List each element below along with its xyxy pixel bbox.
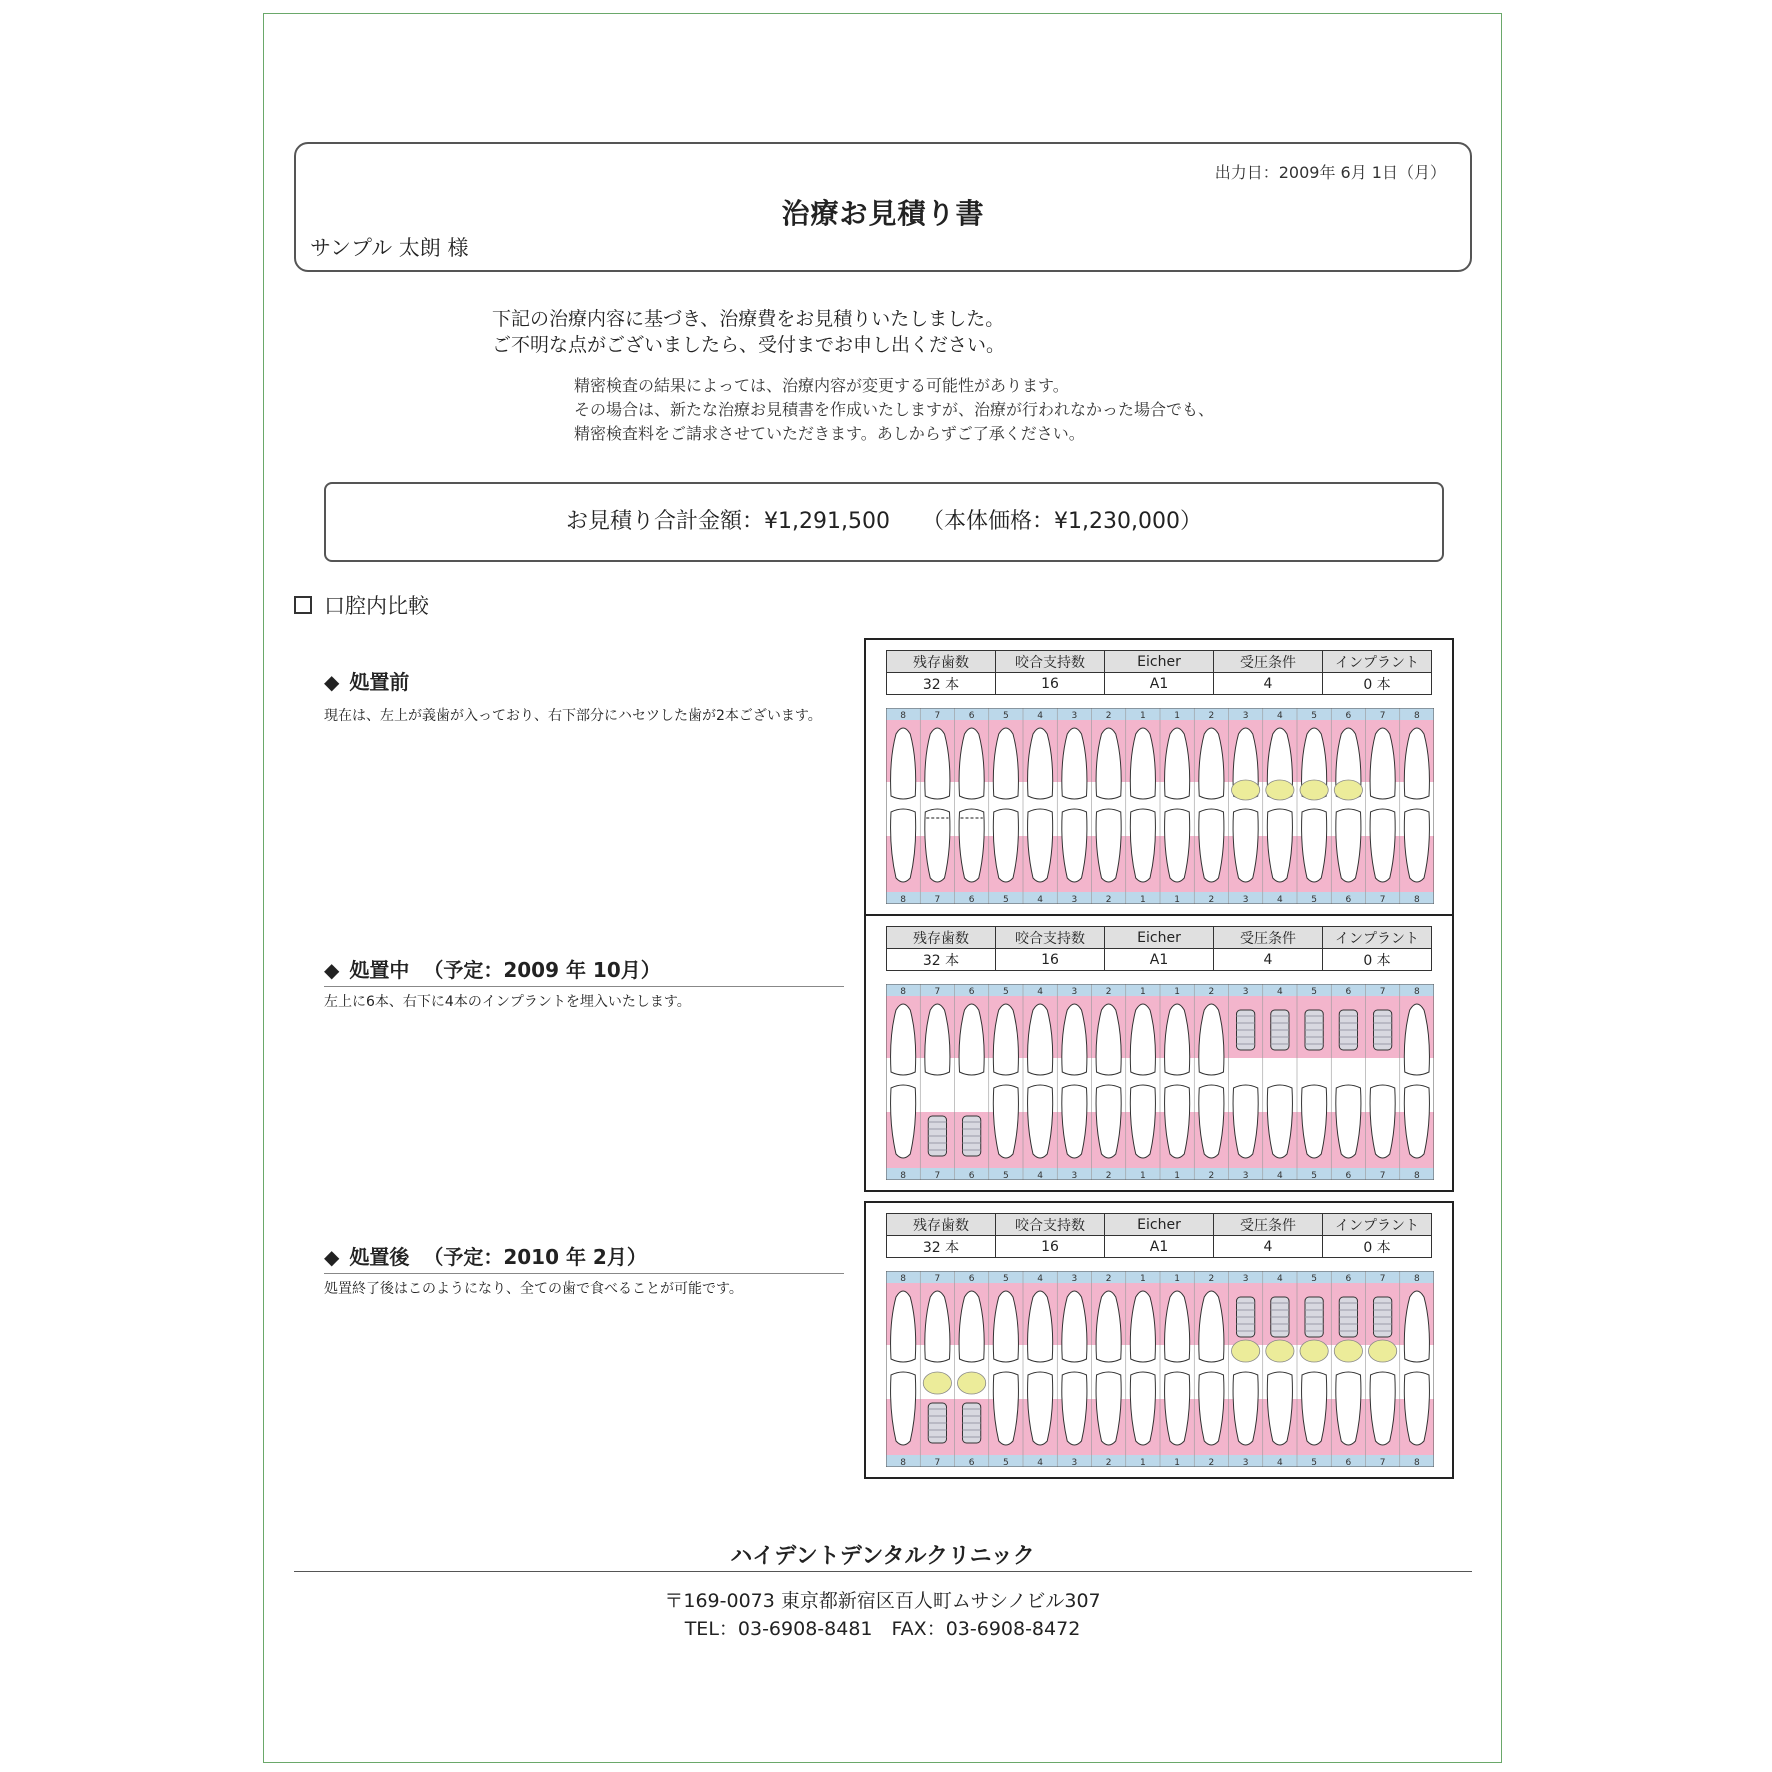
stats-value: A1 [1105,673,1214,695]
diamond-icon: ◆ [324,1245,340,1269]
tooth-number: 2 [1105,1171,1112,1180]
lower-tooth [1199,809,1224,882]
tooth-number: 1 [1174,987,1180,997]
lower-tooth [1130,1372,1155,1445]
dental-chart [864,638,1454,916]
tooth-number: 2 [1208,1274,1215,1284]
upper-tooth [891,1004,916,1075]
crown-prosthesis [1369,1340,1397,1362]
dental-chart [864,914,1454,1192]
tooth-number: 5 [1311,1274,1317,1284]
tooth-number: 7 [934,987,941,997]
stats-value: 32 本 [887,949,996,971]
divider [324,986,844,987]
stats-header: 残存歯数 [887,1214,996,1236]
tooth-number: 1 [1140,1274,1146,1284]
upper-tooth [891,728,916,799]
tooth-number: 7 [1379,895,1386,904]
lower-tooth [1199,1085,1224,1158]
stage-label [324,666,409,695]
stats-value: 0 本 [1323,1236,1432,1258]
upper-tooth [1404,1291,1429,1362]
tooth-number: 5 [1003,1274,1009,1284]
stage-title: 処置前 [349,670,410,694]
tooth-number: 5 [1003,1171,1009,1180]
tooth-number: 3 [1071,987,1078,997]
tooth-number: 1 [1174,1274,1180,1284]
stats-header: インプラント [1323,1214,1432,1236]
lower-tooth [925,809,950,882]
estimate-page [263,13,1502,1763]
upper-tooth [1096,728,1121,799]
checkbox-icon [294,596,312,614]
tooth-number: 3 [1071,1458,1078,1467]
lower-tooth [1404,1085,1429,1158]
upper-tooth [1404,728,1429,799]
tooth-number: 4 [1277,987,1283,997]
lower-tooth [1336,1085,1361,1158]
lower-tooth [1302,1085,1327,1158]
tooth-number: 3 [1071,895,1078,904]
stage-schedule: （予定：2009 年 10月） [423,958,661,982]
tooth-number: 5 [1311,895,1317,904]
crown-prosthesis [1232,780,1260,800]
tooth-number: 8 [1414,711,1420,721]
crown-prosthesis [1334,780,1362,800]
tooth-number: 6 [1345,1274,1352,1284]
crown-prosthesis [1232,1340,1260,1362]
divider [324,1273,844,1274]
crown-prosthesis [1300,780,1328,800]
lower-tooth [993,809,1018,882]
tooth-number: 8 [1414,987,1420,997]
stats-value: A1 [1105,1236,1214,1258]
note-line: その場合は、新たな治療お見積書を作成いたしますが、治療が行われなかった場合でも、 [574,400,1215,419]
lower-tooth [993,1372,1018,1445]
tooth-chart [886,1271,1434,1467]
tooth-number: 7 [1379,1458,1386,1467]
lower-tooth [1165,1372,1190,1445]
tooth-chart [886,708,1434,904]
lower-tooth [1267,1085,1292,1158]
stats-value: 4 [1214,673,1323,695]
document-title: 治療お見積り書 [781,197,985,230]
upper-tooth [1096,1291,1121,1362]
tooth-number: 2 [1208,987,1215,997]
stats-table [886,1213,1432,1258]
upper-tooth [1062,1004,1087,1075]
lower-tooth [1130,1085,1155,1158]
stats-value: 16 [996,949,1105,971]
upper-tooth [1404,1004,1429,1075]
stats-value: 32 本 [887,673,996,695]
stats-header: インプラント [1323,651,1432,673]
crown-prosthesis [1266,780,1294,800]
stats-header: Eicher [1105,1214,1214,1236]
tooth-number: 4 [1277,1274,1283,1284]
lower-tooth [1336,809,1361,882]
tooth-number: 1 [1140,987,1146,997]
header-box [294,142,1472,272]
tooth-number: 2 [1208,1458,1215,1467]
stats-header: 咬合支持数 [996,1214,1105,1236]
tooth-number: 8 [900,711,906,721]
lower-tooth [1404,809,1429,882]
lower-tooth [1130,809,1155,882]
tooth-number: 6 [1345,1171,1352,1180]
lower-tooth [1267,809,1292,882]
stats-header: 残存歯数 [887,651,996,673]
tooth-number: 2 [1208,711,1215,721]
tooth-number: 5 [1311,711,1317,721]
lower-tooth [1302,809,1327,882]
upper-tooth [1130,728,1155,799]
tooth-number: 3 [1071,1274,1078,1284]
issue-date: 出力日：2009年 6月 1日（月） [1214,163,1446,182]
tooth-number: 3 [1242,1458,1249,1467]
tooth-number: 6 [1345,987,1352,997]
tooth-number: 7 [934,1274,941,1284]
tooth-number: 4 [1037,987,1043,997]
lower-tooth [1028,1085,1053,1158]
lower-tooth [1370,1085,1395,1158]
tooth-number: 1 [1174,1171,1180,1180]
upper-tooth [1130,1291,1155,1362]
lower-tooth [1233,1372,1258,1445]
upper-tooth [925,1004,950,1075]
tooth-number: 1 [1174,711,1180,721]
lower-tooth [1096,1085,1121,1158]
upper-tooth [959,1291,984,1362]
upper-tooth [925,1291,950,1362]
upper-tooth [891,1291,916,1362]
tooth-number: 2 [1105,987,1112,997]
intro-text [492,306,1005,358]
upper-tooth [1062,1291,1087,1362]
lower-tooth [1062,809,1087,882]
tooth-number: 7 [934,895,941,904]
tooth-number: 2 [1208,895,1215,904]
stats-value: A1 [1105,949,1214,971]
lower-tooth [1336,1372,1361,1445]
tooth-number: 3 [1071,711,1078,721]
tooth-number: 8 [1414,1458,1420,1467]
stage-description: 処置終了後はこのようになり、全ての歯で食べることが可能です。 [324,1281,743,1297]
note-line: 精密検査の結果によっては、治療内容が変更する可能性があります。 [574,376,1069,395]
intro-line: 下記の治療内容に基づき、治療費をお見積りいたしました。 [492,308,1005,330]
stats-header: 受圧条件 [1214,927,1323,949]
clinic-name: ハイデントデンタルクリニック [730,1544,1035,1569]
crown-prosthesis [1300,1340,1328,1362]
upper-tooth [925,728,950,799]
stage-label [324,1241,647,1270]
tooth-number: 8 [900,1171,906,1180]
tooth-number: 3 [1242,1274,1249,1284]
upper-tooth [1028,1291,1053,1362]
lower-tooth [1267,1372,1292,1445]
stage-schedule: （予定：2010 年 2月） [423,1245,647,1269]
stats-value: 4 [1214,1236,1323,1258]
upper-tooth [1165,728,1190,799]
stats-header: 咬合支持数 [996,651,1105,673]
lower-tooth [959,809,984,882]
tooth-number: 4 [1037,1274,1043,1284]
lower-tooth [891,1372,916,1445]
tooth-number: 3 [1071,1171,1078,1180]
tooth-number: 6 [968,711,975,721]
upper-tooth [1165,1291,1190,1362]
tooth-number: 3 [1242,895,1249,904]
tooth-number: 1 [1174,1458,1180,1467]
upper-tooth [1130,1004,1155,1075]
lower-tooth [1028,1372,1053,1445]
upper-tooth [993,728,1018,799]
tooth-number: 6 [968,1458,975,1467]
tooth-number: 6 [1345,711,1352,721]
lower-tooth [1302,1372,1327,1445]
tooth-number: 8 [1414,895,1420,904]
intro-line: ご不明な点がございましたら、受付までお申し出ください。 [492,334,1006,356]
tooth-number: 4 [1277,1171,1283,1180]
stage-description: 左上に6本、右下に4本のインプラントを埋入いたします。 [324,994,691,1010]
tooth-number: 5 [1311,987,1317,997]
lower-tooth [1404,1372,1429,1445]
tooth-number: 1 [1140,895,1146,904]
stage-title: 処置後 [349,1245,410,1269]
tooth-number: 2 [1105,1458,1112,1467]
lower-tooth [1233,1085,1258,1158]
clinic-phone: TEL：03-6908-8481 FAX：03-6908-8472 [684,1618,1081,1640]
section-heading [294,590,429,620]
lower-tooth [1233,809,1258,882]
tooth-number: 5 [1003,895,1009,904]
tooth-number: 7 [1379,1171,1386,1180]
stats-value: 16 [996,1236,1105,1258]
tooth-number: 8 [1414,1171,1420,1180]
tooth-number: 4 [1277,895,1283,904]
lower-tooth [1165,809,1190,882]
clinic-address: 〒169-0073 東京都新宿区百人町ムサシノビル307 [664,1590,1101,1612]
lower-tooth [1165,1085,1190,1158]
tooth-number: 7 [1379,987,1386,997]
tooth-number: 8 [1414,1274,1420,1284]
lower-tooth [1199,1372,1224,1445]
tooth-number: 4 [1037,1171,1043,1180]
stats-header: Eicher [1105,651,1214,673]
tooth-number: 5 [1003,987,1009,997]
footer-divider [294,1571,1472,1572]
patient-name: サンプル 太朗 様 [310,236,469,260]
stage-title: 処置中 [349,958,410,982]
dental-chart [864,1201,1454,1479]
stats-value: 32 本 [887,1236,996,1258]
tooth-number: 1 [1174,895,1180,904]
tooth-number: 1 [1140,1458,1146,1467]
stats-header: 受圧条件 [1214,1214,1323,1236]
stage-description: 現在は、左上が義歯が入っており、右下部分にハセツした歯が2本ございます。 [324,708,822,724]
tooth-number: 6 [968,1274,975,1284]
upper-tooth [993,1004,1018,1075]
tooth-number: 6 [968,895,975,904]
stats-header: 咬合支持数 [996,927,1105,949]
lower-tooth [1370,1372,1395,1445]
tooth-number: 4 [1037,711,1043,721]
upper-tooth [1096,1004,1121,1075]
upper-tooth [1028,1004,1053,1075]
stats-header: インプラント [1323,927,1432,949]
tooth-number: 6 [968,987,975,997]
tooth-number: 7 [934,1458,941,1467]
tooth-number: 3 [1242,1171,1249,1180]
tooth-number: 7 [934,711,941,721]
stage-label [324,954,661,983]
upper-tooth [1062,728,1087,799]
diamond-icon: ◆ [324,670,340,694]
tooth-number: 6 [968,1171,975,1180]
stats-value: 16 [996,673,1105,695]
lower-tooth [1096,809,1121,882]
base-price: （本体価格：¥1,230,000） [922,509,1202,534]
diamond-icon: ◆ [324,958,340,982]
upper-tooth [1165,1004,1190,1075]
tooth-number: 5 [1311,1171,1317,1180]
stats-header: 受圧条件 [1214,651,1323,673]
tooth-number: 2 [1208,1171,1215,1180]
lower-tooth [1062,1372,1087,1445]
crown-prosthesis [923,1372,951,1394]
tooth-number: 7 [934,1171,941,1180]
stats-value: 0 本 [1323,673,1432,695]
tooth-number: 2 [1105,711,1112,721]
tooth-number: 6 [1345,1458,1352,1467]
lower-tooth [1096,1372,1121,1445]
tooth-number: 8 [900,895,906,904]
stats-table [886,926,1432,971]
upper-tooth [959,1004,984,1075]
notes-text [574,374,1214,446]
tooth-number: 2 [1105,895,1112,904]
upper-tooth [1199,728,1224,799]
tooth-number: 8 [900,987,906,997]
tooth-number: 3 [1242,987,1249,997]
lower-tooth [891,809,916,882]
tooth-number: 7 [1379,1274,1386,1284]
stats-value: 0 本 [1323,949,1432,971]
tooth-number: 5 [1311,1458,1317,1467]
lower-tooth [1062,1085,1087,1158]
tooth-number: 5 [1003,711,1009,721]
tooth-number: 3 [1242,711,1249,721]
stats-value: 4 [1214,949,1323,971]
lower-tooth [891,1085,916,1158]
tooth-number: 4 [1037,1458,1043,1467]
stats-header: 残存歯数 [887,927,996,949]
total-amount: お見積り合計金額：¥1,291,500 [566,509,890,534]
tooth-number: 1 [1140,711,1146,721]
stats-table [886,650,1432,695]
crown-prosthesis [1334,1340,1362,1362]
tooth-number: 4 [1277,1458,1283,1467]
tooth-number: 6 [1345,895,1352,904]
tooth-number: 7 [1379,711,1386,721]
lower-tooth [1370,809,1395,882]
tooth-number: 8 [900,1458,906,1467]
lower-tooth [993,1085,1018,1158]
tooth-number: 2 [1105,1274,1112,1284]
upper-tooth [1370,728,1395,799]
note-line: 精密検査料をご請求させていただきます。あしからずご了承ください。 [574,424,1085,443]
stats-header: Eicher [1105,927,1214,949]
tooth-number: 4 [1037,895,1043,904]
upper-tooth [1199,1291,1224,1362]
tooth-number: 4 [1277,711,1283,721]
upper-tooth [1199,1004,1224,1075]
tooth-number: 1 [1140,1171,1146,1180]
upper-tooth [1028,728,1053,799]
tooth-number: 5 [1003,1458,1009,1467]
crown-prosthesis [1266,1340,1294,1362]
lower-tooth [1028,809,1053,882]
crown-prosthesis [958,1372,986,1394]
section-title: 口腔内比較 [324,594,429,618]
tooth-number: 8 [900,1274,906,1284]
upper-tooth [959,728,984,799]
total-estimate-box [324,482,1444,562]
tooth-chart [886,984,1434,1180]
upper-tooth [993,1291,1018,1362]
